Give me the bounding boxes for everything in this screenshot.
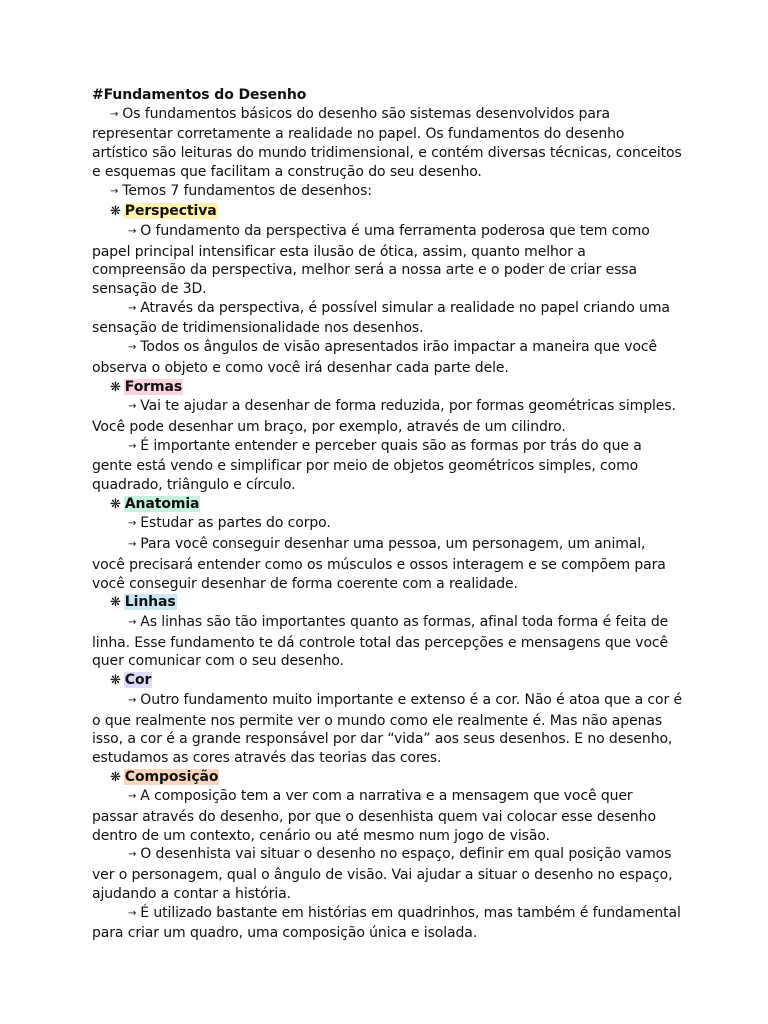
section-paragraph: → O desenhista vai situar o desenho no espaço, definir em qual posição vamos ver o personagem, qual o ângulo de visão. Vai ajudar a situar o desenho no espaço, ajudando a contar a história. <box>92 846 673 902</box>
arrow-icon: → <box>128 539 137 551</box>
section-paragraph: → Estudar as partes do corpo. <box>128 515 331 532</box>
section-heading <box>92 378 682 398</box>
arrow-icon: → <box>128 302 137 314</box>
arrow-icon: → <box>128 791 137 803</box>
section-heading-label: Composição <box>124 768 219 785</box>
section-paragraph: → Outro fundamento muito importante e extenso é a cor. Não é atoa que a cor é o que realmente nos permite ver o mundo como ele realmente é. Mas não apenas isso, a cor é a grande responsável por dar “vida” aos seus desenhos. E no desenho, estudamos as cores através das teorias das cores. <box>92 691 682 766</box>
arrow-icon: → <box>128 401 137 413</box>
flower-bullet-icon: ❋ <box>110 379 121 395</box>
flower-bullet-icon: ❋ <box>110 673 121 689</box>
flower-bullet-icon: ❋ <box>110 204 121 220</box>
section-paragraph: → Para você conseguir desenhar uma pessoa, um personagem, um animal, você precisará entender como os músculos e ossos interagem e se compõem para você conseguir desenhar de forma coerente com a realidade. <box>92 536 666 592</box>
section-heading-label: Anatomia <box>124 495 200 512</box>
document-title: #Fundamentos do Desenho <box>92 87 307 103</box>
section-paragraph: → É utilizado bastante em histórias em quadrinhos, mas também é fundamental para criar um quadro, uma composição única e isolada. <box>92 904 681 942</box>
section-paragraph: → Através da perspectiva, é possível simular a realidade no papel criando uma sensação de tridimensionalidade nos desenhos. <box>92 299 670 337</box>
section-heading-label: Cor <box>124 672 152 689</box>
intro-paragraph: → Os fundamentos básicos do desenho são sistemas desenvolvidos para representar corretamente a realidade no papel. Os fundamentos do desenho artístico são leituras do mundo tridimensional, e contém diversas técnicas, conceitos e esquemas que facilitam a construção do seu desenho. <box>92 105 682 180</box>
arrow-icon: → <box>110 185 119 197</box>
flower-bullet-icon: ❋ <box>110 769 121 785</box>
flower-bullet-icon: ❋ <box>110 496 121 512</box>
section-paragraph: → Vai te ajudar a desenhar de forma reduzida, por formas geométricas simples. Você pode desenhar um braço, por exemplo, através de um cilindro. <box>92 398 676 435</box>
arrow-icon: → <box>128 342 137 354</box>
section-heading <box>92 593 682 613</box>
section-paragraph: → As linhas são tão importantes quanto as formas, afinal toda forma é feita de linha. Esse fundamento te dá controle total das percepções e mensagens que você quer comunicar com o seu desenho. <box>92 613 669 670</box>
section-paragraph: → É importante entender e perceber quais são as formas por trás do que a gente está vendo e simplificar por meio de objetos geométricos simples, como quadrado, triângulo e círculo. <box>92 437 642 494</box>
document-page <box>92 86 682 943</box>
arrow-icon: → <box>128 849 137 861</box>
section-paragraph: → Todos os ângulos de visão apresentados irão impactar a maneira que você observa o objeto e como você irá desenhar cada parte dele. <box>92 339 658 376</box>
section-heading <box>92 495 682 515</box>
section-heading-label: Formas <box>124 378 183 395</box>
section-heading-label: Linhas <box>124 594 176 611</box>
arrow-icon: → <box>128 616 137 628</box>
section-heading <box>92 768 682 788</box>
intro-paragraph: → Temos 7 fundamentos de desenhos: <box>110 182 372 199</box>
section-paragraph: → A composição tem a ver com a narrativa e a mensagem que você quer passar através do desenho, por que o desenhista quem vai colocar esse desenho dentro de um contexto, cenário ou até mesmo num jogo de visão. <box>92 788 656 844</box>
sections-container <box>92 202 682 943</box>
section-heading-label: Perspectiva <box>124 203 217 220</box>
arrow-icon: → <box>110 108 119 120</box>
section-heading <box>92 671 682 691</box>
section-heading <box>92 202 682 222</box>
arrow-icon: → <box>128 518 137 530</box>
arrow-icon: → <box>128 225 137 237</box>
arrow-icon: → <box>128 907 137 919</box>
flower-bullet-icon: ❋ <box>110 595 121 611</box>
arrow-icon: → <box>128 440 137 452</box>
arrow-icon: → <box>128 694 137 706</box>
section-paragraph: → O fundamento da perspectiva é uma ferramenta poderosa que tem como papel principal intensificar esta ilusão de ótica, assim, quanto melhor a compreensão da perspectiva, melhor será a nossa arte e o poder de criar essa sensação de 3D. <box>92 222 650 298</box>
